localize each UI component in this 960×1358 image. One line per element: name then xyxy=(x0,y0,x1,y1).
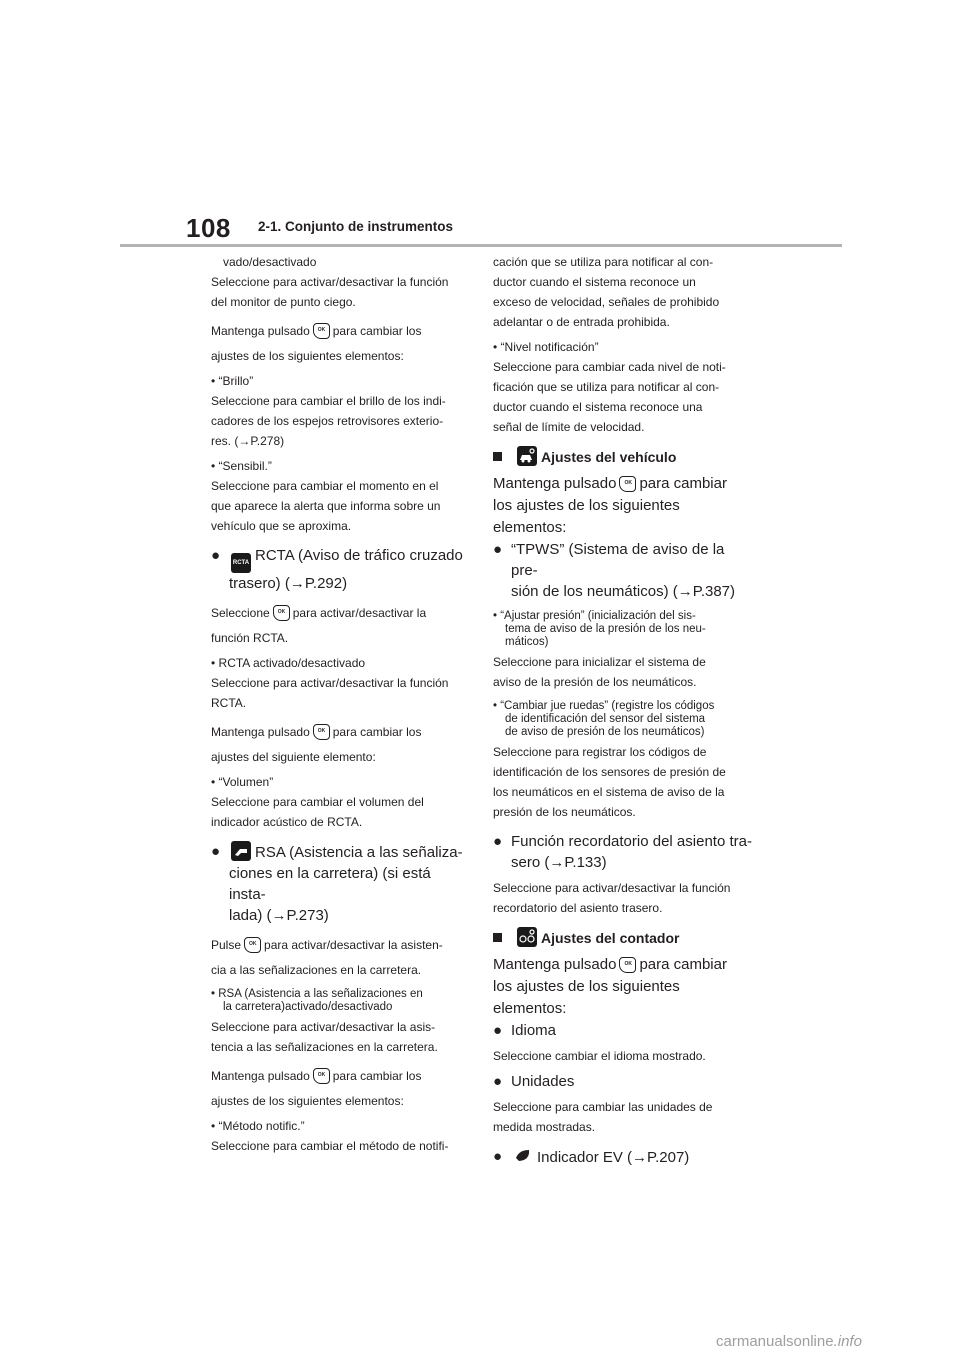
text-line: ductor cuando el sistema reconoce una xyxy=(493,400,703,414)
text-line: Mantenga pulsado OK para cambiar los xyxy=(211,324,422,338)
text-line: Seleccione OK para activar/desactivar la xyxy=(211,606,427,620)
text-line: ajustes de los siguientes elementos: xyxy=(211,1094,404,1108)
text-line: exceso de velocidad, señales de prohibido xyxy=(493,295,720,309)
heading-ev-indicator: ● Indicador EV (→P.207) xyxy=(493,1148,690,1166)
ev-indicator-icon xyxy=(513,1146,533,1166)
ok-button-icon: OK xyxy=(313,323,330,339)
square-bullet-icon xyxy=(493,452,502,461)
heading-rcta: ● RCTA RCTA (Aviso de tráfico cruzado xyxy=(211,545,469,573)
heading-rsa: ● RSA (Asistencia a las señaliza- xyxy=(211,843,463,861)
bullet-item: • RCTA activado/desactivado xyxy=(211,656,366,670)
heading-rcta-cont: trasero) (→P.292) xyxy=(229,575,348,592)
ok-button-icon: OK xyxy=(273,605,290,621)
text-line: función RCTA. xyxy=(211,631,289,645)
text-line: ductor cuando el sistema reconoce un xyxy=(493,275,696,289)
text-line: los ajustes de los siguientes elementos: xyxy=(493,978,680,1017)
text-line: cación que se utiliza para notificar al con- xyxy=(493,255,714,269)
text-line: cadores de los espejos retrovisores exterio- xyxy=(211,414,444,428)
heading-rsa-cont: ciones en la carretera) (si está insta- xyxy=(229,865,431,903)
text-line: cia a las señalizaciones en la carretera. xyxy=(211,963,422,977)
ok-button-icon: OK xyxy=(244,937,261,953)
text-line: tencia a las señalizaciones en la carretera. xyxy=(211,1040,438,1054)
heading-language: ● Idioma xyxy=(493,1022,557,1039)
bullet-item: • RSA (Asistencia a las señalizaciones en la carretera)activado/desactivado xyxy=(211,988,423,1013)
bullet-item: • “Sensibil.” xyxy=(211,459,272,473)
heading-units: ● Unidades xyxy=(493,1073,575,1090)
text-line: Mantenga pulsado OK para cambiar xyxy=(493,956,727,973)
text-line: Mantenga pulsado OK para cambiar los xyxy=(211,1069,422,1083)
text-line: Seleccione para activar/desactivar la función xyxy=(211,275,449,289)
page-number: 108 xyxy=(186,213,231,243)
bullet-item: • “Ajustar presión” (inicialización del sis- tema de aviso de la presión de los neu- máticos) xyxy=(493,610,706,648)
text-line: identificación de los sensores de presión de xyxy=(493,765,726,779)
ok-button-icon: OK xyxy=(313,1068,330,1084)
page-reference: res. (→P.278) xyxy=(211,434,285,448)
bullet-dot-icon: ● xyxy=(493,1148,503,1165)
ok-button-icon: OK xyxy=(619,957,636,973)
heading-rear-seat-cont: sero (→P.133) xyxy=(511,854,607,871)
heading-meter-settings: Ajustes del contador xyxy=(493,927,755,949)
bullet-item: • “Nivel notificación” xyxy=(493,340,599,354)
vehicle-settings-icon xyxy=(517,446,537,466)
text-line: Seleccione para cambiar el método de notifi- xyxy=(211,1139,449,1153)
text-line: que aparece la alerta que informa sobre un xyxy=(211,499,441,513)
text-line: Seleccione para registrar los códigos de xyxy=(493,745,707,759)
text-line: Seleccione para cambiar el momento en el xyxy=(211,479,439,493)
meter-settings-icon xyxy=(517,927,537,947)
heading-rear-seat: ● Función recordatorio del asiento tra- xyxy=(493,833,752,850)
bullet-item: • “Método notific.” xyxy=(211,1119,305,1133)
text-line: indicador acústico de RCTA. xyxy=(211,815,363,829)
header-rule xyxy=(120,244,842,247)
text-line: Mantenga pulsado OK para cambiar xyxy=(493,475,727,492)
text-line: recordatorio del asiento trasero. xyxy=(493,901,663,915)
text-line: Seleccione para cambiar el volumen del xyxy=(211,795,424,809)
text-line: adelantar o de entrada prohibida. xyxy=(493,315,670,329)
text-line: vehículo que se aproxima. xyxy=(211,519,352,533)
ok-button-icon: OK xyxy=(313,724,330,740)
right-column xyxy=(493,252,755,1168)
text-line: ajustes del siguiente elemento: xyxy=(211,750,376,764)
text-line: señal de límite de velocidad. xyxy=(493,420,645,434)
text-line: RCTA. xyxy=(211,696,247,710)
text-line: Seleccione para activar/desactivar la asis- xyxy=(211,1020,436,1034)
bullet-dot-icon: ● xyxy=(493,541,503,558)
heading-rsa-cont: lada) (→P.273) xyxy=(229,907,329,924)
text-line: los neumáticos en el sistema de aviso de la xyxy=(493,785,725,799)
bullet-dot-icon: ● xyxy=(211,547,221,564)
heading-tpws-cont: sión de los neumáticos) (→P.387) xyxy=(511,583,736,600)
square-bullet-icon xyxy=(493,933,502,942)
ok-button-icon: OK xyxy=(619,476,636,492)
text-line: Seleccione para cambiar cada nivel de noti- xyxy=(493,360,726,374)
watermark: carmanualsonline.info xyxy=(716,1333,862,1350)
bullet-item: • “Cambiar jue ruedas” (registre los códigos de identificación del sensor del sistema de aviso de presión de los neumáticos) xyxy=(493,700,715,738)
text-line: presión de los neumáticos. xyxy=(493,805,636,819)
section-title: 2-1. Conjunto de instrumentos xyxy=(258,219,454,234)
text-line: Seleccione para cambiar las unidades de xyxy=(493,1100,713,1114)
text-line: medida mostradas. xyxy=(493,1120,596,1134)
road-sign-icon xyxy=(231,841,251,861)
text-line: Seleccione cambiar el idioma mostrado. xyxy=(493,1049,706,1063)
text-line: Seleccione para inicializar el sistema de xyxy=(493,655,706,669)
bullet-item: • “Volumen” xyxy=(211,775,274,789)
rcta-icon: RCTA xyxy=(231,553,251,573)
bullet-dot-icon: ● xyxy=(493,833,503,850)
text-line: Seleccione para activar/desactivar la función xyxy=(211,676,449,690)
text-line: los ajustes de los siguientes elementos: xyxy=(493,497,680,536)
heading-vehicle-settings: Ajustes del vehículo xyxy=(493,446,755,468)
heading-tpws: ● “TPWS” (Sistema de aviso de la pre- xyxy=(493,541,725,579)
text-line: Seleccione para activar/desactivar la función xyxy=(493,881,731,895)
bullet-dot-icon: ● xyxy=(211,843,221,860)
text-line: aviso de la presión de los neumáticos. xyxy=(493,675,697,689)
text-line: Pulse OK para activar/desactivar la asisten- xyxy=(211,938,443,952)
text-line: del monitor de punto ciego. xyxy=(211,295,356,309)
text-line: ajustes de los siguientes elementos: xyxy=(211,349,404,363)
text-line: Seleccione para cambiar el brillo de los indi- xyxy=(211,394,446,408)
text-line: Mantenga pulsado OK para cambiar los xyxy=(211,725,422,739)
bullet-item: • “Brillo” xyxy=(211,374,254,388)
text-line: ficación que se utiliza para notificar al con- xyxy=(493,380,720,394)
bullet-dot-icon: ● xyxy=(493,1073,503,1090)
text-line: vado/desactivado xyxy=(223,255,317,269)
bullet-dot-icon: ● xyxy=(493,1022,503,1039)
left-column xyxy=(211,252,469,1156)
